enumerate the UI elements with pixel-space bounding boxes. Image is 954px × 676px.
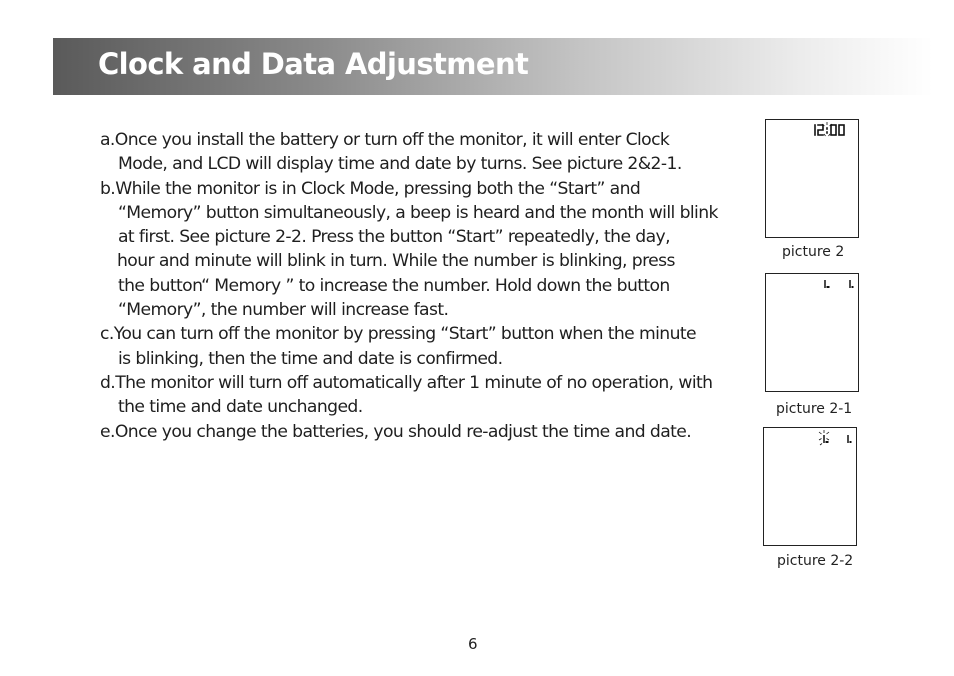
lcd-clock-month-blinking-display-icon — [764, 428, 858, 547]
picture-2-caption: picture 2 — [782, 244, 845, 260]
step-letter: e. — [100, 421, 115, 442]
step-b — [100, 177, 760, 201]
step-line: hour and minute will blink in turn. While the number is blinking, press — [117, 251, 675, 272]
step-body — [115, 177, 760, 201]
lcd-clock-time-display-icon — [766, 120, 860, 239]
picture-2-1-caption: picture 2-1 — [776, 401, 853, 417]
step-letter: c. — [100, 324, 114, 345]
step-a — [100, 128, 760, 152]
lcd-picture-2 — [765, 119, 859, 238]
header-band — [53, 38, 933, 95]
step-line: Once you install the battery or turn off the monitor, it will enter Clock — [114, 130, 670, 150]
step-line: While the monitor is in Clock Mode, pressing both the “Start” and — [115, 178, 641, 199]
step-body — [115, 420, 760, 444]
step-body — [115, 128, 760, 152]
step-letter: d. — [100, 372, 116, 393]
page-title: Clock and Data Adjustment — [98, 47, 529, 81]
step-line: at first. See picture 2-2. Press the button “Start” repeatedly, the day, — [118, 227, 670, 248]
step-body — [115, 371, 760, 395]
step-line: “Memory”, the number will increase fast. — [118, 300, 449, 321]
step-line: the button“ Memory ” to increase the number. Hold down the button — [118, 275, 670, 296]
step-body — [114, 322, 760, 346]
step-line: You can turn off the monitor by pressing “Start” button when the minute — [113, 324, 697, 345]
picture-2-2-caption: picture 2-2 — [777, 553, 854, 569]
lcd-picture-2-2 — [763, 427, 857, 546]
step-letter: a. — [100, 130, 115, 150]
step-c — [100, 322, 760, 346]
step-line: The monitor will turn off automatically after 1 minute of no operation, with — [115, 372, 713, 393]
step-line: is blinking, then the time and date is confirmed. — [118, 348, 503, 369]
step-letter: b. — [100, 178, 116, 199]
step-line: Mode, and LCD will display time and date by turns. See picture 2&2-1. — [118, 154, 682, 175]
step-line: “Memory” button simultaneously, a beep is heard and the month will blink — [118, 202, 718, 223]
page-number: 6 — [468, 635, 478, 653]
step-e — [100, 420, 760, 444]
lcd-picture-2-1 — [765, 273, 859, 392]
step-line: the time and date unchanged. — [118, 397, 363, 418]
instructions-list — [100, 128, 760, 444]
step-line: Once you change the batteries, you should re-adjust the time and date. — [114, 421, 692, 442]
lcd-clock-date-display-icon — [766, 274, 860, 393]
step-d — [100, 371, 760, 395]
